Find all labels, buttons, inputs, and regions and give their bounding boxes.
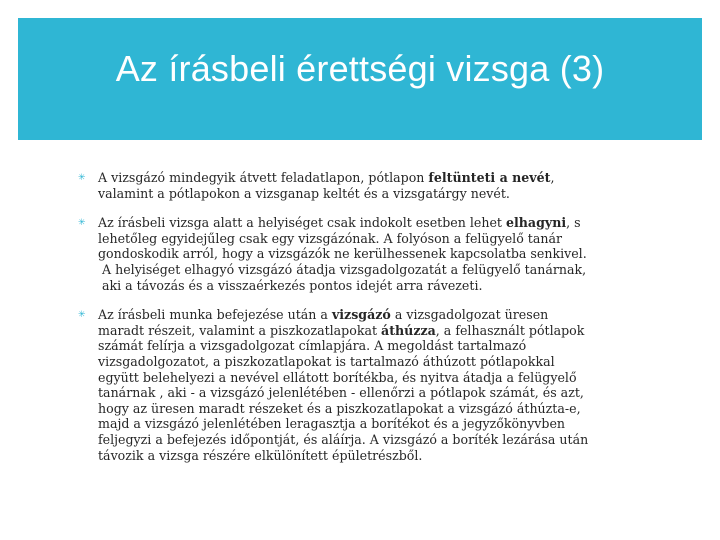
text-line: lehetőleg egyidejűleg csak egy vizsgázónak. A folyóson a felügyelő tanár: [98, 230, 562, 246]
bullet-text: [98, 307, 664, 463]
text-run: a vizsgadolgozat üresen: [390, 307, 549, 323]
bullet-text: [98, 170, 664, 201]
text-line: valamint a pótlapokon a vizsganap keltét és a vizsgatárgy nevét.: [98, 185, 510, 201]
text-line: együtt belehelyezi a nevével ellátott borítékba, és nyitva átadja a felügyelő: [98, 369, 577, 385]
text-run: A vizsgázó mindegyik átvett feladatlapon, pótlapon: [98, 170, 429, 185]
slide-title: Az írásbeli érettségi vizsga (3): [115, 48, 605, 89]
text-line: hogy az üresen maradt részeket és a piszkozatlapokat a vizsgázó áthúzta-e,: [98, 400, 581, 416]
text-line: [98, 307, 664, 323]
text-line: [98, 215, 664, 231]
bold-text-run: áthúzza: [381, 322, 436, 338]
text-line: távozik a vizsga részére elkülönített épületrészből.: [98, 447, 423, 463]
text-line: A helyiséget elhagyó vizsgázó átadja vizsgadolgozatát a felügyelő tanárnak,: [102, 261, 587, 277]
text-line: számát felírja a vizsgadolgozat címlapjára. A megoldást tartalmazó: [98, 338, 527, 354]
bold-text-run: elhagyni: [505, 215, 567, 231]
bullet-item-1: [78, 170, 664, 201]
text-line: feljegyzi a befejezés időpontját, és aláírja. A vizsgázó a boríték lezárása után: [98, 431, 589, 447]
bullet-list: [78, 170, 664, 463]
text-line: majd a vizsgázó jelenlétében leragasztja a borítékot és a jegyzőkönyvben: [98, 416, 566, 432]
bold-text-run: feltünteti a nevét: [428, 170, 551, 185]
text-line: vizsgadolgozatot, a piszkozatlapokat is tartalmazó áthúzott pótlapokkal: [98, 353, 555, 369]
text-run: maradt részeit, valamint a piszkozatlapokat: [98, 322, 382, 338]
text-line: gondoskodik arról, hogy a vizsgázók ne kerülhessenek kapcsolatba senkivel.: [98, 246, 587, 262]
text-run: , s: [566, 215, 581, 231]
text-line: [98, 170, 664, 186]
bullet-item-3: [78, 307, 664, 463]
text-line: aki a távozás és a visszaérkezés pontos idejét arra rávezeti.: [102, 277, 483, 293]
bullet-item-2: [78, 215, 664, 293]
text-line: [98, 323, 664, 339]
text-run: , a felhasznált pótlapok: [435, 322, 585, 338]
text-run: Az írásbeli vizsga alatt a helyiséget csak indokolt esetben lehet: [98, 215, 506, 231]
bold-text-run: vizsgázó: [331, 307, 391, 323]
bullet-text: [98, 215, 664, 293]
star-bullet-icon: ✳: [78, 218, 86, 229]
star-bullet-icon: ✳: [78, 310, 86, 321]
star-bullet-icon: ✳: [78, 173, 86, 183]
text-run: Az írásbeli munka befejezése után a: [98, 307, 332, 323]
text-run: ,: [550, 170, 555, 185]
text-line: tanárnak , aki - a vizsgázó jelenlétében - ellenőrzi a pótlapok számát, és azt,: [98, 385, 584, 401]
